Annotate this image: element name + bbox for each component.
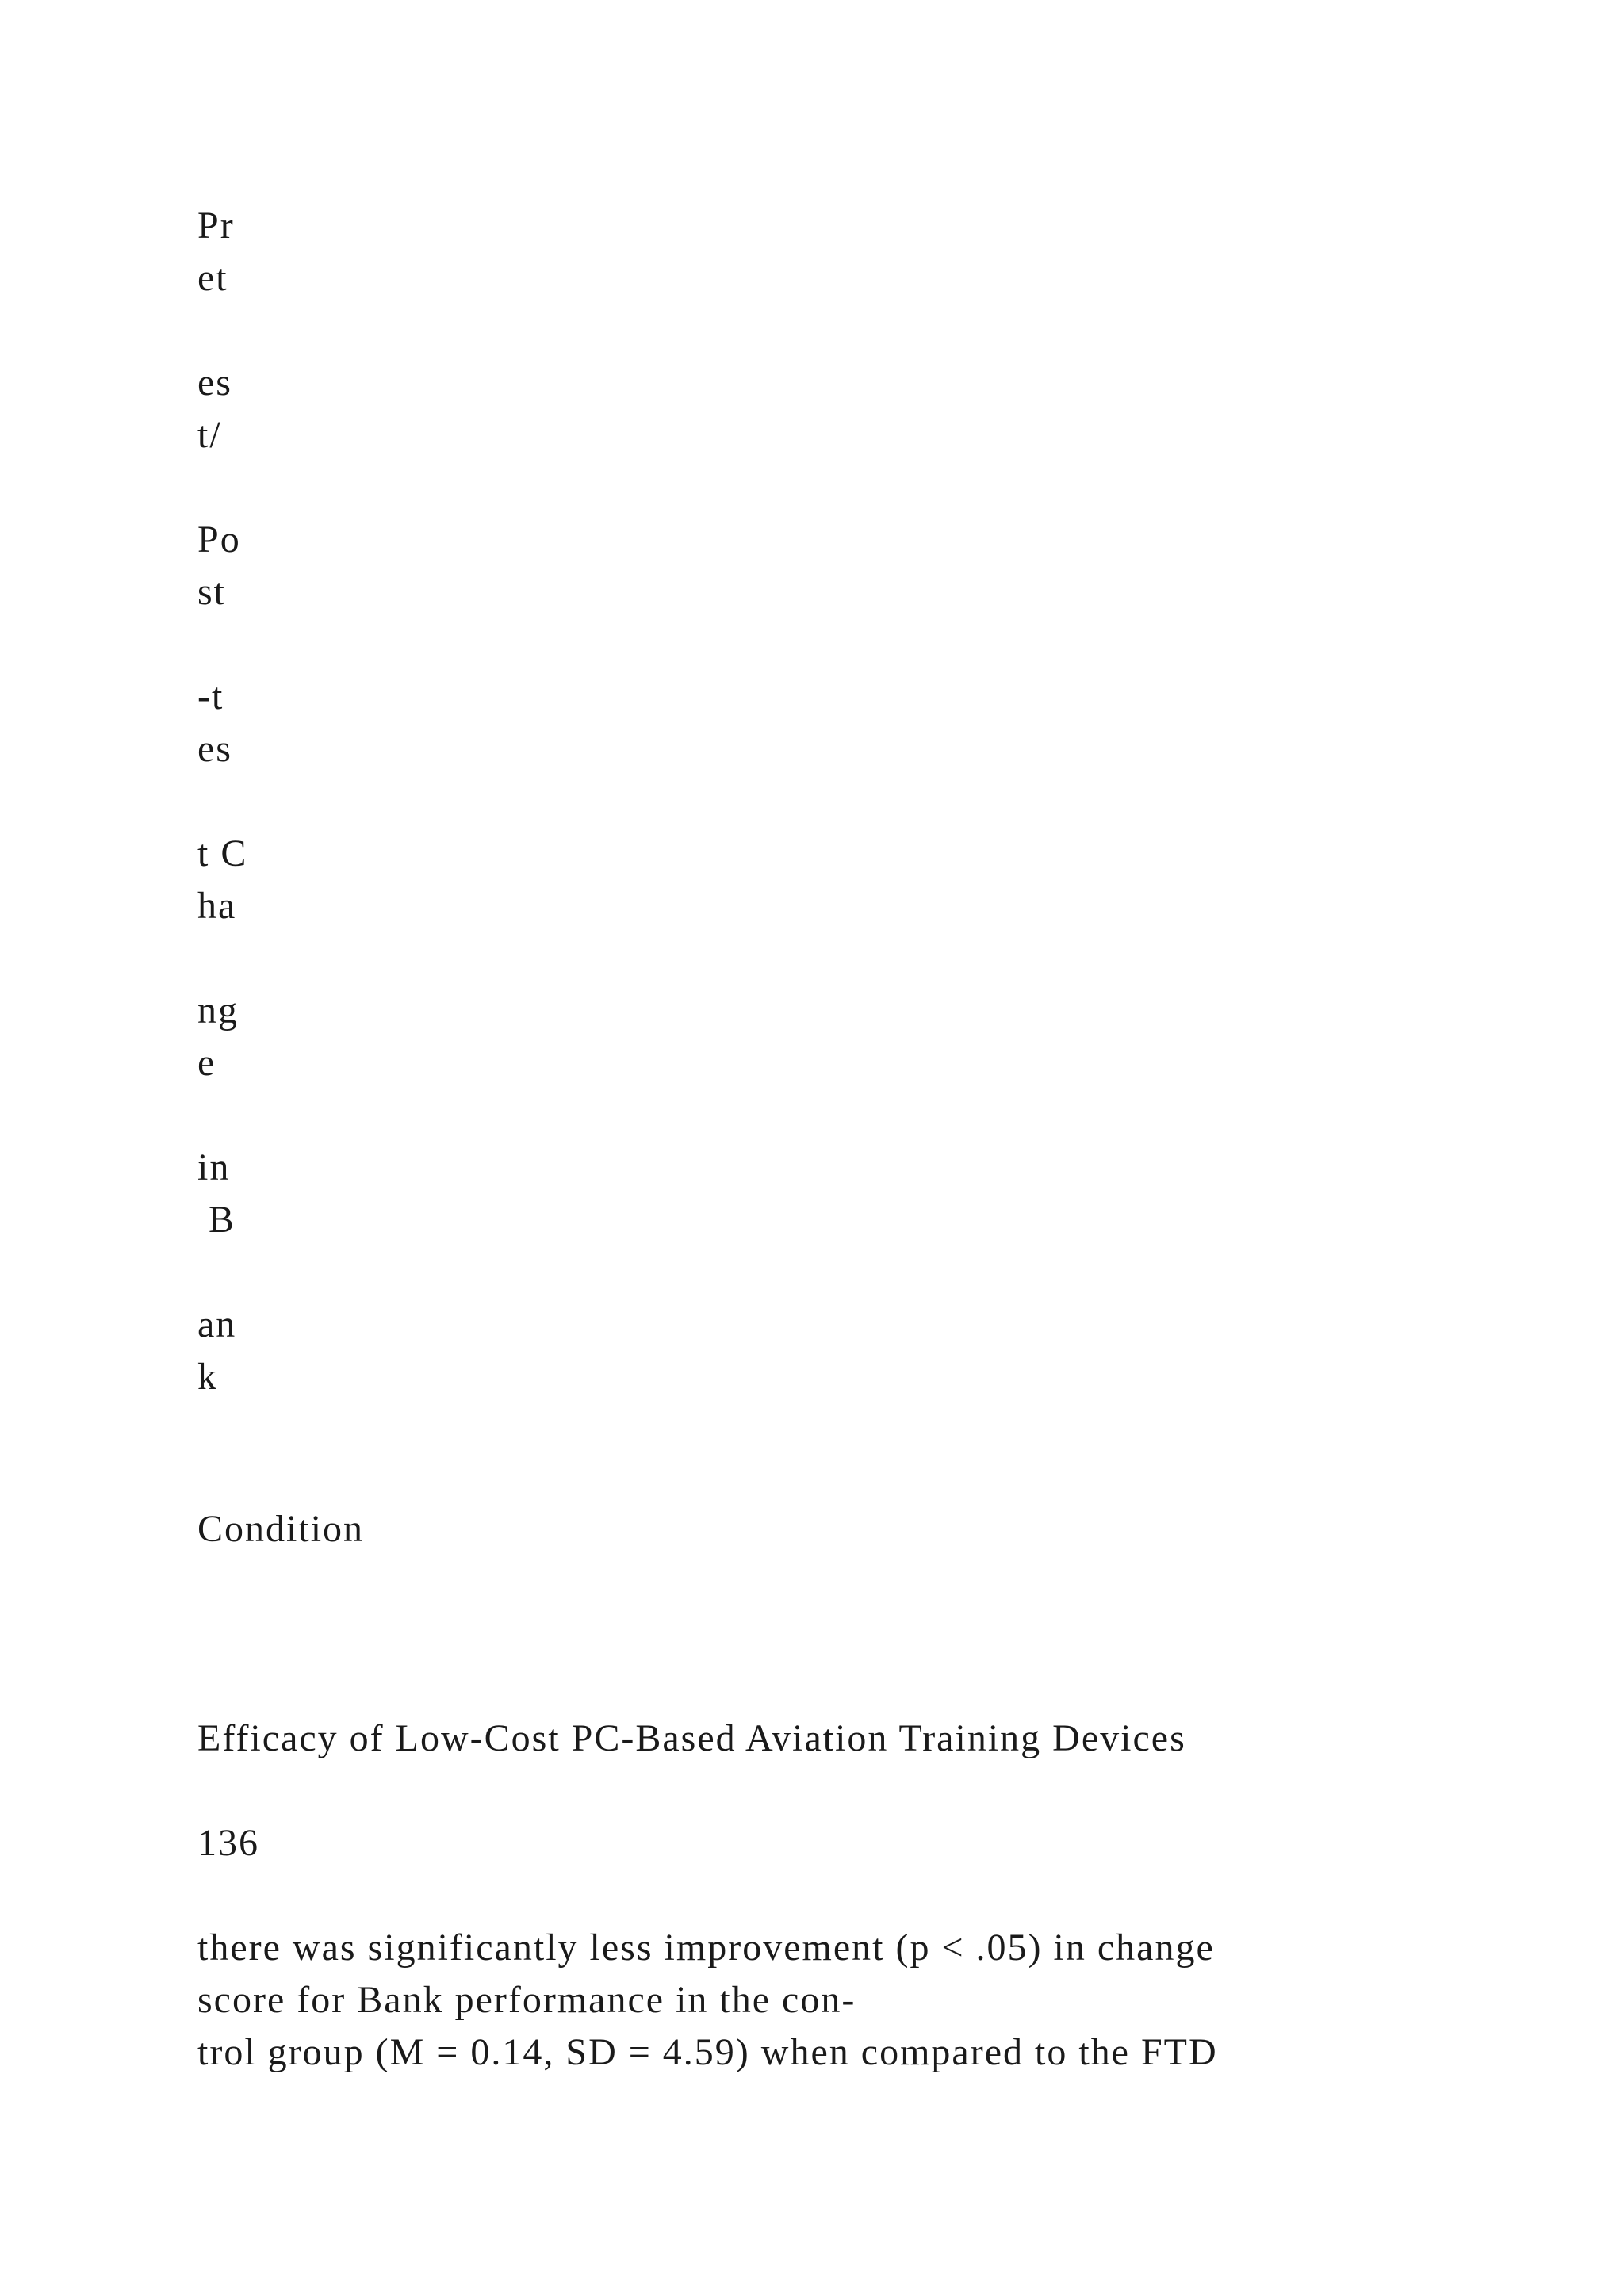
running-title: Efficacy of Low-Cost PC-Based Aviation Training Devices (197, 1717, 1186, 1759)
axis-label-fragment: k (197, 1356, 218, 1398)
axis-label-fragment: Pr (197, 205, 235, 247)
axis-label-fragment: es (197, 728, 232, 770)
body-line: trol group (M = 0.14, SD = 4.59) when compared to the FTD (197, 2031, 1218, 2073)
axis-label-fragment: ha (197, 885, 237, 927)
axis-label-fragment: Po (197, 519, 241, 561)
body-line: score for Bank performance in the con- (197, 1979, 856, 2021)
body-paragraph (197, 1922, 1593, 2079)
axis-label-fragment: et (197, 257, 228, 299)
page-number: 136 (197, 1822, 259, 1864)
axis-label-fragment: B (197, 1199, 236, 1241)
axis-label-fragment: es (197, 362, 232, 404)
axis-label-fragment: ng (197, 989, 239, 1031)
axis-label-fragment: -t (197, 675, 224, 718)
condition-axis-label: Condition (197, 1508, 365, 1550)
axis-label-fragment: an (197, 1303, 237, 1345)
axis-label-fragment: t C (197, 832, 248, 874)
axis-label-fragment: in (197, 1146, 231, 1188)
axis-label-fragment: t/ (197, 414, 222, 456)
axis-label-fragment: st (197, 571, 227, 613)
axis-label-fragment: e (197, 1042, 216, 1084)
body-line: there was significantly less improvement (p < .05) in change (197, 1927, 1215, 1969)
